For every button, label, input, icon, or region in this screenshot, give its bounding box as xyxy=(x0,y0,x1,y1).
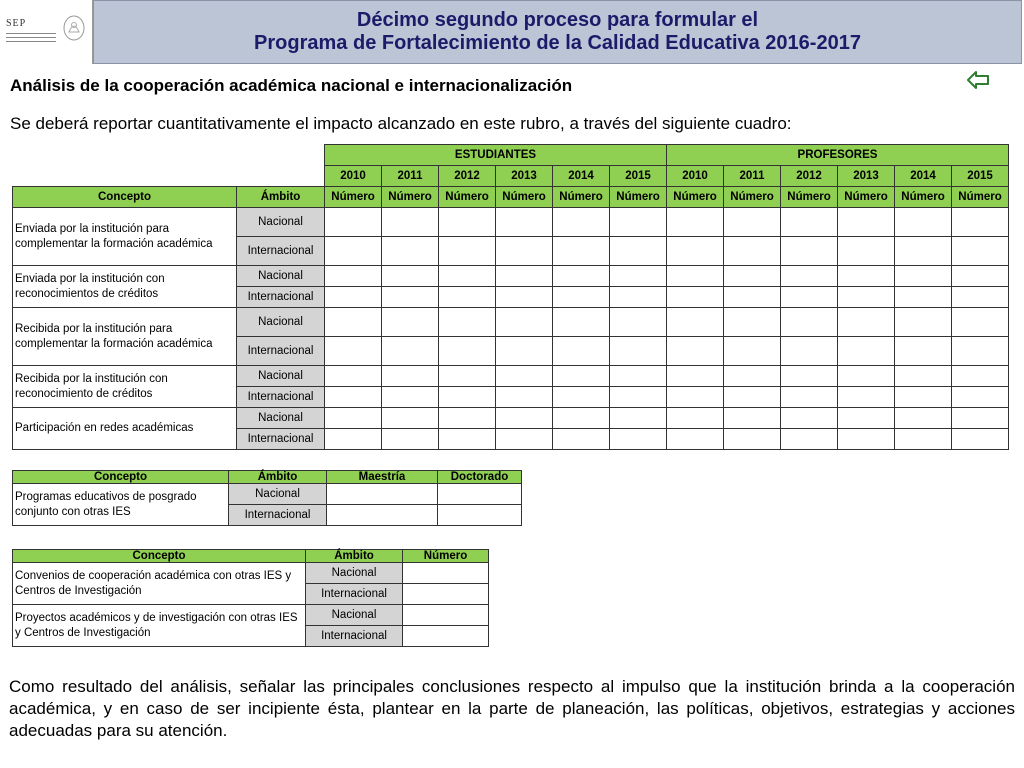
t1-concepto: Enviada por la institución con reconocimientos de créditos xyxy=(13,266,237,308)
t1-input-cell[interactable] xyxy=(325,387,382,408)
t1-input-cell[interactable] xyxy=(667,287,724,308)
t1-header-ambito: Ámbito xyxy=(237,187,325,208)
t1-input-cell[interactable] xyxy=(895,287,952,308)
t1-input-cell[interactable] xyxy=(496,287,553,308)
t1-header-numero: Número xyxy=(781,187,838,208)
t1-input-cell[interactable] xyxy=(610,266,667,287)
t3-concepto-proyectos: Proyectos académicos y de investigación con otras IES y Centros de Investigación xyxy=(13,605,306,647)
t2-header-maestria: Maestría xyxy=(327,471,438,484)
t1-input-cell[interactable] xyxy=(382,308,439,337)
t1-header-numero: Número xyxy=(439,187,496,208)
t1-header-concepto: Concepto xyxy=(13,187,237,208)
t1-input-cell[interactable] xyxy=(838,337,895,366)
t1-input-cell[interactable] xyxy=(382,337,439,366)
t1-input-cell[interactable] xyxy=(553,408,610,429)
t1-input-cell[interactable] xyxy=(667,208,724,237)
t2-input-doctorado-internacional[interactable] xyxy=(438,505,522,526)
t1-year-header: 2014 xyxy=(895,166,952,187)
t1-input-cell[interactable] xyxy=(895,308,952,337)
t1-input-cell[interactable] xyxy=(781,387,838,408)
t1-input-cell[interactable] xyxy=(724,287,781,308)
t1-input-cell[interactable] xyxy=(496,337,553,366)
t1-input-cell[interactable] xyxy=(496,366,553,387)
section-title: Análisis de la cooperación académica nacional e internacionalización xyxy=(10,76,573,95)
t1-input-cell[interactable] xyxy=(781,237,838,266)
t1-input-cell[interactable] xyxy=(724,366,781,387)
t1-header-numero: Número xyxy=(724,187,781,208)
t1-input-cell[interactable] xyxy=(724,266,781,287)
t1-ambito-nacional: Nacional xyxy=(237,366,325,387)
t1-input-cell[interactable] xyxy=(553,429,610,450)
t3-input-convenios-internacional[interactable] xyxy=(403,584,489,605)
t1-input-cell[interactable] xyxy=(952,387,1009,408)
t3-header-concepto: Concepto xyxy=(13,550,306,563)
t1-input-cell[interactable] xyxy=(610,308,667,337)
t1-input-cell[interactable] xyxy=(553,366,610,387)
t1-header-numero: Número xyxy=(667,187,724,208)
t1-input-cell[interactable] xyxy=(610,408,667,429)
t1-input-cell[interactable] xyxy=(952,366,1009,387)
t3-ambito-internacional: Internacional xyxy=(306,584,403,605)
t1-ambito-nacional: Nacional xyxy=(237,408,325,429)
t1-year-header: 2011 xyxy=(382,166,439,187)
t1-input-cell[interactable] xyxy=(952,287,1009,308)
mexico-seal-icon xyxy=(62,14,86,42)
t1-input-cell[interactable] xyxy=(895,337,952,366)
t1-blank-corner xyxy=(13,166,325,187)
t1-ambito-internacional: Internacional xyxy=(237,237,325,266)
t3-concepto-convenios: Convenios de cooperación académica con otras IES y Centros de Investigación xyxy=(13,563,306,605)
logo-subtitle-lines xyxy=(6,30,56,42)
t1-input-cell[interactable] xyxy=(781,287,838,308)
t1-group-profesores: PROFESORES xyxy=(667,145,1009,166)
t1-ambito-nacional: Nacional xyxy=(237,308,325,337)
t3-header-ambito: Ámbito xyxy=(306,550,403,563)
t1-year-header: 2012 xyxy=(781,166,838,187)
t1-year-header: 2015 xyxy=(952,166,1009,187)
t1-input-cell[interactable] xyxy=(553,266,610,287)
t1-year-header: 2014 xyxy=(553,166,610,187)
t1-input-cell[interactable] xyxy=(667,237,724,266)
t1-input-cell[interactable] xyxy=(325,366,382,387)
t1-input-cell[interactable] xyxy=(439,237,496,266)
t1-input-cell[interactable] xyxy=(553,337,610,366)
t1-input-cell[interactable] xyxy=(325,337,382,366)
t1-input-cell[interactable] xyxy=(439,208,496,237)
t1-input-cell[interactable] xyxy=(610,208,667,237)
t1-input-cell[interactable] xyxy=(952,308,1009,337)
t1-input-cell[interactable] xyxy=(838,366,895,387)
sep-logo xyxy=(0,0,93,64)
t1-input-cell[interactable] xyxy=(496,208,553,237)
t2-input-maestria-internacional[interactable] xyxy=(327,505,438,526)
intro-text: Se deberá reportar cuantitativamente el impacto alcanzado en este rubro, a través del siguiente cuadro: xyxy=(10,114,792,133)
t1-input-cell[interactable] xyxy=(781,208,838,237)
t1-input-cell[interactable] xyxy=(325,237,382,266)
t1-input-cell[interactable] xyxy=(952,429,1009,450)
t1-input-cell[interactable] xyxy=(553,287,610,308)
t1-input-cell[interactable] xyxy=(667,429,724,450)
t1-input-cell[interactable] xyxy=(553,208,610,237)
t1-year-header: 2010 xyxy=(667,166,724,187)
t1-header-numero: Número xyxy=(895,187,952,208)
t1-input-cell[interactable] xyxy=(724,337,781,366)
t1-input-cell[interactable] xyxy=(382,429,439,450)
t1-input-cell[interactable] xyxy=(952,266,1009,287)
t2-ambito-nacional: Nacional xyxy=(229,484,327,505)
t1-input-cell[interactable] xyxy=(382,287,439,308)
t1-input-cell[interactable] xyxy=(781,308,838,337)
t1-input-cell[interactable] xyxy=(553,387,610,408)
t1-input-cell[interactable] xyxy=(838,308,895,337)
t1-input-cell[interactable] xyxy=(325,308,382,337)
t1-blank-corner xyxy=(13,145,325,166)
t1-input-cell[interactable] xyxy=(838,287,895,308)
t3-input-convenios-nacional[interactable] xyxy=(403,563,489,584)
t1-year-header: 2013 xyxy=(838,166,895,187)
t1-input-cell[interactable] xyxy=(838,266,895,287)
t1-input-cell[interactable] xyxy=(439,387,496,408)
t3-header-numero: Número xyxy=(403,550,489,563)
t1-year-header: 2012 xyxy=(439,166,496,187)
t1-input-cell[interactable] xyxy=(610,429,667,450)
t3-input-proyectos-nacional[interactable] xyxy=(403,605,489,626)
t1-input-cell[interactable] xyxy=(724,308,781,337)
t1-header-numero: Número xyxy=(610,187,667,208)
t1-input-cell[interactable] xyxy=(382,208,439,237)
t1-input-cell[interactable] xyxy=(439,408,496,429)
t1-input-cell[interactable] xyxy=(496,237,553,266)
t1-input-cell[interactable] xyxy=(325,208,382,237)
t1-input-cell[interactable] xyxy=(382,366,439,387)
t1-input-cell[interactable] xyxy=(895,429,952,450)
t1-input-cell[interactable] xyxy=(781,366,838,387)
t1-input-cell[interactable] xyxy=(781,266,838,287)
t1-ambito-internacional: Internacional xyxy=(237,387,325,408)
t1-input-cell[interactable] xyxy=(325,266,382,287)
t2-header-concepto: Concepto xyxy=(13,471,229,484)
t1-input-cell[interactable] xyxy=(610,366,667,387)
conclusion-text: Como resultado del análisis, señalar las principales conclusiones respecto al impulso que la institución brinda a la cooperación académica, y en caso de ser incipiente ésta, plantear en la parte de planeación, las políticas, objetivos, estrategias y acciones adecuadas para su atención. xyxy=(9,677,1015,740)
t1-input-cell[interactable] xyxy=(895,366,952,387)
t3-ambito-internacional: Internacional xyxy=(306,626,403,647)
t2-header-ambito: Ámbito xyxy=(229,471,327,484)
t1-header-numero: Número xyxy=(553,187,610,208)
t1-input-cell[interactable] xyxy=(667,408,724,429)
t2-ambito-internacional: Internacional xyxy=(229,505,327,526)
t1-input-cell[interactable] xyxy=(382,237,439,266)
t1-input-cell[interactable] xyxy=(439,366,496,387)
back-arrow-icon[interactable] xyxy=(966,70,990,90)
t3-ambito-nacional: Nacional xyxy=(306,563,403,584)
t1-input-cell[interactable] xyxy=(724,408,781,429)
t1-year-header: 2011 xyxy=(724,166,781,187)
t1-input-cell[interactable] xyxy=(439,287,496,308)
t1-input-cell[interactable] xyxy=(553,308,610,337)
t1-input-cell[interactable] xyxy=(610,387,667,408)
t1-ambito-internacional: Internacional xyxy=(237,287,325,308)
sep-logo-text: SEP xyxy=(6,18,27,29)
t1-input-cell[interactable] xyxy=(496,429,553,450)
t1-concepto: Enviada por la institución para complementar la formación académica xyxy=(13,208,237,266)
t1-ambito-internacional: Internacional xyxy=(237,337,325,366)
t1-ambito-nacional: Nacional xyxy=(237,266,325,287)
title-banner xyxy=(93,0,1022,64)
t1-input-cell[interactable] xyxy=(781,408,838,429)
t1-input-cell[interactable] xyxy=(781,337,838,366)
t1-ambito-internacional: Internacional xyxy=(237,429,325,450)
t1-input-cell[interactable] xyxy=(382,266,439,287)
t1-input-cell[interactable] xyxy=(382,408,439,429)
t1-input-cell[interactable] xyxy=(781,429,838,450)
t1-group-estudiantes: ESTUDIANTES xyxy=(325,145,667,166)
t3-input-proyectos-internacional[interactable] xyxy=(403,626,489,647)
t1-input-cell[interactable] xyxy=(838,429,895,450)
t1-input-cell[interactable] xyxy=(724,429,781,450)
t1-input-cell[interactable] xyxy=(496,408,553,429)
t1-year-header: 2010 xyxy=(325,166,382,187)
t1-input-cell[interactable] xyxy=(724,237,781,266)
t2-concepto: Programas educativos de posgrado conjunto con otras IES xyxy=(13,484,229,526)
t1-input-cell[interactable] xyxy=(952,408,1009,429)
t1-input-cell[interactable] xyxy=(667,266,724,287)
t1-concepto: Recibida por la institución con reconocimiento de créditos xyxy=(13,366,237,408)
t1-input-cell[interactable] xyxy=(952,337,1009,366)
t1-header-numero: Número xyxy=(325,187,382,208)
t1-input-cell[interactable] xyxy=(382,387,439,408)
t1-year-header: 2015 xyxy=(610,166,667,187)
t1-header-numero: Número xyxy=(952,187,1009,208)
page-title-line1: Décimo segundo proceso para formular el xyxy=(356,9,759,31)
agreements-table xyxy=(12,549,489,647)
t1-input-cell[interactable] xyxy=(496,308,553,337)
t1-input-cell[interactable] xyxy=(895,266,952,287)
t2-input-doctorado-nacional[interactable] xyxy=(438,484,522,505)
t1-input-cell[interactable] xyxy=(610,287,667,308)
t1-input-cell[interactable] xyxy=(325,429,382,450)
t1-input-cell[interactable] xyxy=(895,208,952,237)
t1-input-cell[interactable] xyxy=(838,237,895,266)
t1-input-cell[interactable] xyxy=(838,408,895,429)
mobility-table xyxy=(12,144,1009,450)
t2-input-maestria-nacional[interactable] xyxy=(327,484,438,505)
t1-input-cell[interactable] xyxy=(667,387,724,408)
t1-input-cell[interactable] xyxy=(610,337,667,366)
t1-input-cell[interactable] xyxy=(325,287,382,308)
t1-header-numero: Número xyxy=(496,187,553,208)
t1-input-cell[interactable] xyxy=(496,266,553,287)
t1-input-cell[interactable] xyxy=(838,387,895,408)
t1-input-cell[interactable] xyxy=(610,237,667,266)
postgrad-table xyxy=(12,470,522,526)
t3-ambito-nacional: Nacional xyxy=(306,605,403,626)
t1-header-numero: Número xyxy=(382,187,439,208)
t1-input-cell[interactable] xyxy=(667,308,724,337)
t1-input-cell[interactable] xyxy=(895,237,952,266)
t1-input-cell[interactable] xyxy=(439,266,496,287)
t1-input-cell[interactable] xyxy=(895,408,952,429)
t1-input-cell[interactable] xyxy=(895,387,952,408)
t1-input-cell[interactable] xyxy=(667,337,724,366)
t1-input-cell[interactable] xyxy=(496,387,553,408)
t2-header-doctorado: Doctorado xyxy=(438,471,522,484)
t1-concepto: Recibida por la institución para complementar la formación académica xyxy=(13,308,237,366)
t1-input-cell[interactable] xyxy=(553,237,610,266)
t1-input-cell[interactable] xyxy=(325,408,382,429)
t1-ambito-nacional: Nacional xyxy=(237,208,325,237)
t1-concepto: Participación en redes académicas xyxy=(13,408,237,450)
t1-input-cell[interactable] xyxy=(439,429,496,450)
t1-input-cell[interactable] xyxy=(838,208,895,237)
t1-year-header: 2013 xyxy=(496,166,553,187)
t1-input-cell[interactable] xyxy=(439,308,496,337)
page-title-line2: Programa de Fortalecimiento de la Calidad Educativa 2016-2017 xyxy=(254,32,861,54)
t1-input-cell[interactable] xyxy=(439,337,496,366)
t1-input-cell[interactable] xyxy=(667,366,724,387)
t1-input-cell[interactable] xyxy=(724,208,781,237)
t1-input-cell[interactable] xyxy=(724,387,781,408)
t1-input-cell[interactable] xyxy=(952,208,1009,237)
t1-input-cell[interactable] xyxy=(952,237,1009,266)
t1-header-numero: Número xyxy=(838,187,895,208)
